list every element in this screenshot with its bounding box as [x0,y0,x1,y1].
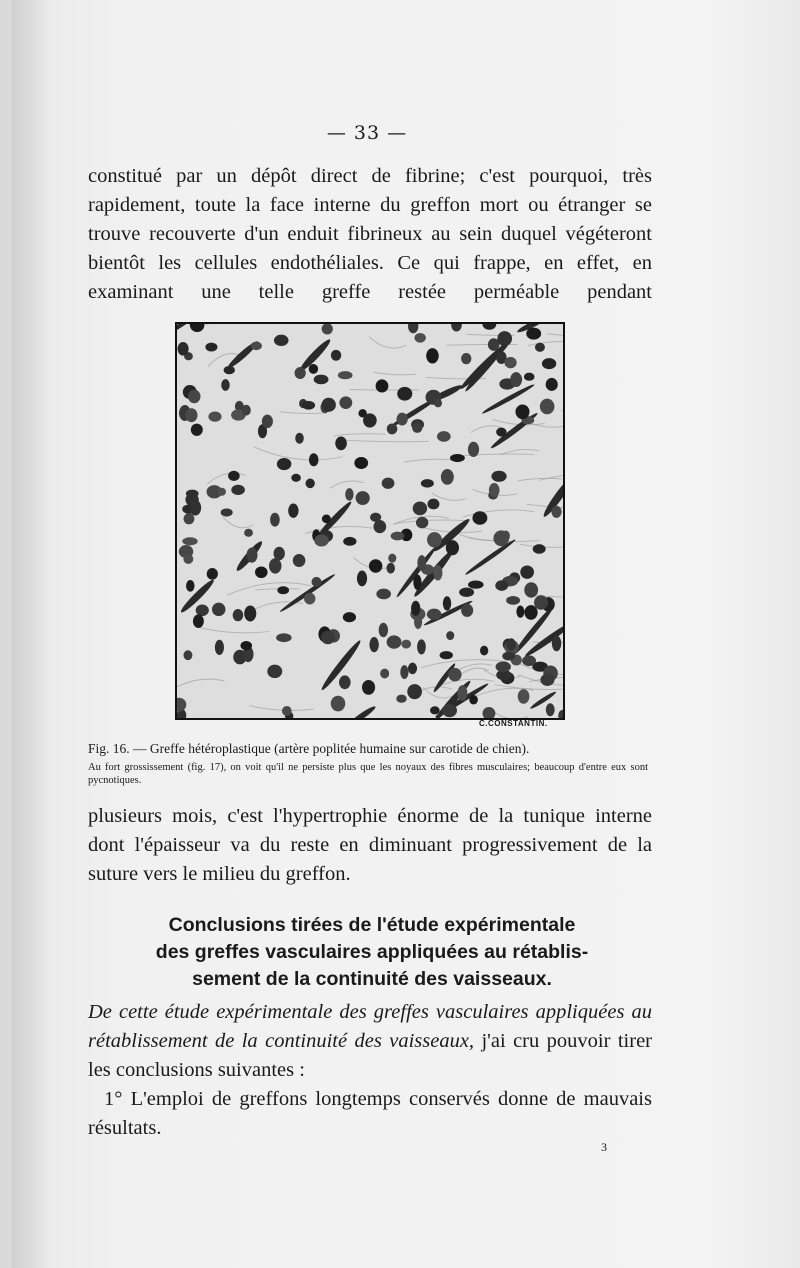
cell-nucleus [244,606,256,622]
cell-nucleus [262,415,273,428]
cell-nucleus [305,479,314,489]
cell-nucleus [506,638,516,650]
section-heading-line-3: sement de la continuité des vaisseaux. [192,968,552,990]
cell-nucleus [376,589,391,600]
cell-nucleus [491,471,506,482]
cell-nucleus [343,612,356,622]
cell-nucleus [506,596,520,605]
cell-nucleus [414,333,425,343]
cell-nucleus [240,641,252,650]
top-paragraph-text: constitué par un dépôt direct de fibrine; c'est pourquoi, très rapidement, toute la face interne du greffon mort ou étranger se trouve recouverte d'un enduit fibrineux au sein duquel végéteront bientôt les cellules endothéliales. Ce qui frappe, en effet, en examinant une telle greffe restée perméable pendant [88,165,652,303]
cell-nucleus [401,640,411,649]
cell-nucleus [430,706,440,714]
cell-nucleus [251,342,262,350]
cell-nucleus [421,479,434,487]
cell-nucleus [309,364,318,374]
cell-nucleus [396,695,406,703]
cell-nucleus [314,375,329,385]
book-page [12,0,800,1268]
cell-nucleus [433,565,442,580]
cell-nucleus [185,408,197,422]
cell-nucleus [411,601,420,616]
page-number: — 33 — [326,122,408,144]
cell-nucleus [215,640,224,655]
cell-nucleus [188,390,201,404]
cell-nucleus [362,680,375,695]
cell-nucleus [552,636,561,652]
cell-nucleus [412,423,422,433]
cell-nucleus [448,668,461,681]
cell-nucleus [267,665,282,678]
cell-nucleus [304,593,315,605]
cell-nucleus [182,537,197,545]
cell-nucleus [446,540,459,555]
cell-nucleus [400,665,408,679]
cell-nucleus [178,342,189,356]
cell-nucleus [322,515,331,524]
cell-nucleus [191,424,203,436]
histology-figure [175,322,565,720]
middle-paragraph-text: plusieurs mois, c'est l'hypertrophie énorme de la tunique interne dont l'épaisseur va du reste en diminuant progressivement de la suture vers le milieu du greffon. [88,805,652,885]
cell-nucleus [193,614,204,628]
cell-nucleus [413,501,427,515]
cell-nucleus [546,378,558,391]
cell-nucleus [205,343,217,352]
cell-nucleus [443,596,451,610]
section-heading [102,912,642,993]
cell-nucleus [515,405,529,420]
cell-nucleus [270,513,280,527]
cell-nucleus [356,491,370,505]
cell-nucleus [551,506,561,518]
cell-nucleus [459,588,474,597]
cell-nucleus [450,454,465,462]
cell-nucleus [233,609,244,621]
cell-nucleus [186,580,195,592]
cell-nucleus [397,413,408,426]
cell-nucleus [526,328,541,340]
cell-nucleus [510,372,522,387]
cell-nucleus [472,511,487,524]
cell-nucleus [388,554,396,563]
cell-nucleus [282,706,292,716]
cell-nucleus [441,469,454,485]
cell-nucleus [363,413,377,427]
cell-nucleus [493,530,509,546]
cell-nucleus [221,508,233,516]
conclusions-block [88,998,652,1143]
conclusions-intro-italic: De cette étude expérimentale des greffes vasculaires appliquées au rétablissement de la continuité des vaisseaux, [88,1001,652,1052]
cell-nucleus [228,471,240,481]
cell-nucleus [524,373,535,381]
cell-nucleus [546,703,555,716]
cell-nucleus [208,411,221,421]
cell-nucleus [184,513,195,524]
cell-nucleus [369,559,383,572]
micrograph-illustration [177,324,563,718]
cell-nucleus [255,566,268,578]
cell-nucleus [339,396,352,409]
cell-nucleus [427,532,442,547]
cell-nucleus [295,433,304,444]
cell-nucleus [380,669,389,679]
cell-nucleus [540,399,555,415]
cell-nucleus [427,499,439,510]
cell-nucleus [190,500,202,516]
cell-nucleus [489,483,500,497]
cell-nucleus [534,595,548,610]
cell-nucleus [413,575,421,591]
cell-nucleus [274,547,285,560]
section-heading-line-2: des greffes vasculaires appliquées au rétablis- [155,941,589,963]
section-heading-line-1: Conclusions tirées de l'étude expérimentale [168,914,576,936]
cell-nucleus [186,490,199,498]
cell-nucleus [277,586,289,594]
cell-nucleus [407,684,422,699]
cell-nucleus [469,695,478,704]
cell-nucleus [382,478,395,489]
engraver-signature: C.CONSTANTIN. [479,719,548,728]
cell-nucleus [461,353,471,364]
cell-nucleus [335,437,347,451]
cell-nucleus [343,537,356,546]
cell-nucleus [207,568,218,580]
cell-nucleus [542,358,556,369]
cell-nucleus [387,423,398,434]
cell-nucleus [331,696,346,712]
cell-nucleus [502,652,515,661]
cell-nucleus [533,544,546,554]
cell-nucleus [311,577,321,587]
cell-nucleus [437,431,451,442]
cell-nucleus [497,331,512,346]
cell-nucleus [291,474,301,482]
cell-nucleus [277,458,291,470]
cell-nucleus [516,606,524,618]
cell-nucleus [504,357,516,368]
conclusions-intro [88,998,652,1085]
cell-nucleus [314,534,328,546]
cell-nucleus [468,442,479,457]
cell-nucleus [212,603,225,616]
cell-nucleus [417,639,426,654]
cell-nucleus [309,453,319,466]
cell-nucleus [379,623,388,637]
cell-nucleus [535,343,545,352]
cell-nucleus [183,554,193,564]
figure-caption-title: Fig. 16. — Greffe hétéroplastique (artère poplitée humaine sur carotide de chien). [88,741,530,756]
cell-nucleus [293,554,306,567]
cell-nucleus [354,457,368,469]
cell-nucleus [269,558,281,574]
sheet-signature-number: 3 [601,1140,607,1154]
cell-nucleus [397,387,412,401]
cell-nucleus [345,488,353,501]
cell-nucleus [496,661,511,672]
cell-nucleus [495,580,508,591]
cell-nucleus [457,685,467,701]
cell-nucleus [376,379,389,392]
cell-nucleus [434,399,442,407]
cell-nucleus [518,689,530,704]
cell-nucleus [416,517,428,528]
cell-nucleus [338,371,353,379]
cell-nucleus [339,675,351,689]
cell-nucleus [520,565,534,578]
cell-nucleus [276,633,292,642]
cell-nucleus [247,547,258,562]
cell-nucleus [524,582,538,598]
cell-nucleus [369,637,378,652]
cell-nucleus [442,704,457,717]
conclusions-intro-rest: j'ai cru pouvoir tirer les conclusions suivantes : [88,1030,652,1081]
cell-nucleus [480,646,488,656]
cell-nucleus [522,655,536,666]
cell-nucleus [386,563,395,574]
cell-nucleus [461,604,473,617]
top-paragraph [88,162,652,307]
cell-nucleus [524,605,537,620]
cell-nucleus [288,504,298,518]
cell-nucleus [408,663,417,675]
cell-nucleus [331,350,341,361]
cell-nucleus [426,348,439,363]
cell-nucleus [496,428,506,437]
cell-nucleus [322,398,336,412]
cell-nucleus [357,571,367,587]
cell-nucleus [427,609,442,620]
cell-nucleus [417,555,426,570]
cell-nucleus [217,488,226,496]
cell-nucleus [387,635,402,648]
middle-paragraph [88,802,652,889]
cell-nucleus [183,650,192,660]
cell-nucleus [414,614,422,629]
cell-nucleus [274,335,289,346]
cell-nucleus [231,485,245,495]
cell-nucleus [446,631,454,640]
cell-nucleus [540,674,554,686]
cell-nucleus [242,405,251,416]
cell-nucleus [391,532,405,541]
cell-nucleus [440,651,453,659]
cell-nucleus [196,605,209,616]
cell-nucleus [468,580,484,588]
cell-nucleus [321,631,335,645]
cell-nucleus [302,401,315,410]
figure-caption-body: Au fort grossissement (fig. 17), on voit qu'il ne persiste plus que les noyaux des fibres musculaires; beaucoup d'entre eux sont pycnotiques. [88,762,648,786]
cell-nucleus [244,529,253,537]
cell-nucleus [373,520,386,533]
cell-nucleus [295,367,306,379]
cell-nucleus [224,366,235,374]
cell-nucleus [221,379,229,391]
conclusion-item-1: 1° L'emploi de greffons longtemps conservés donne de mauvais résultats. [88,1088,652,1139]
